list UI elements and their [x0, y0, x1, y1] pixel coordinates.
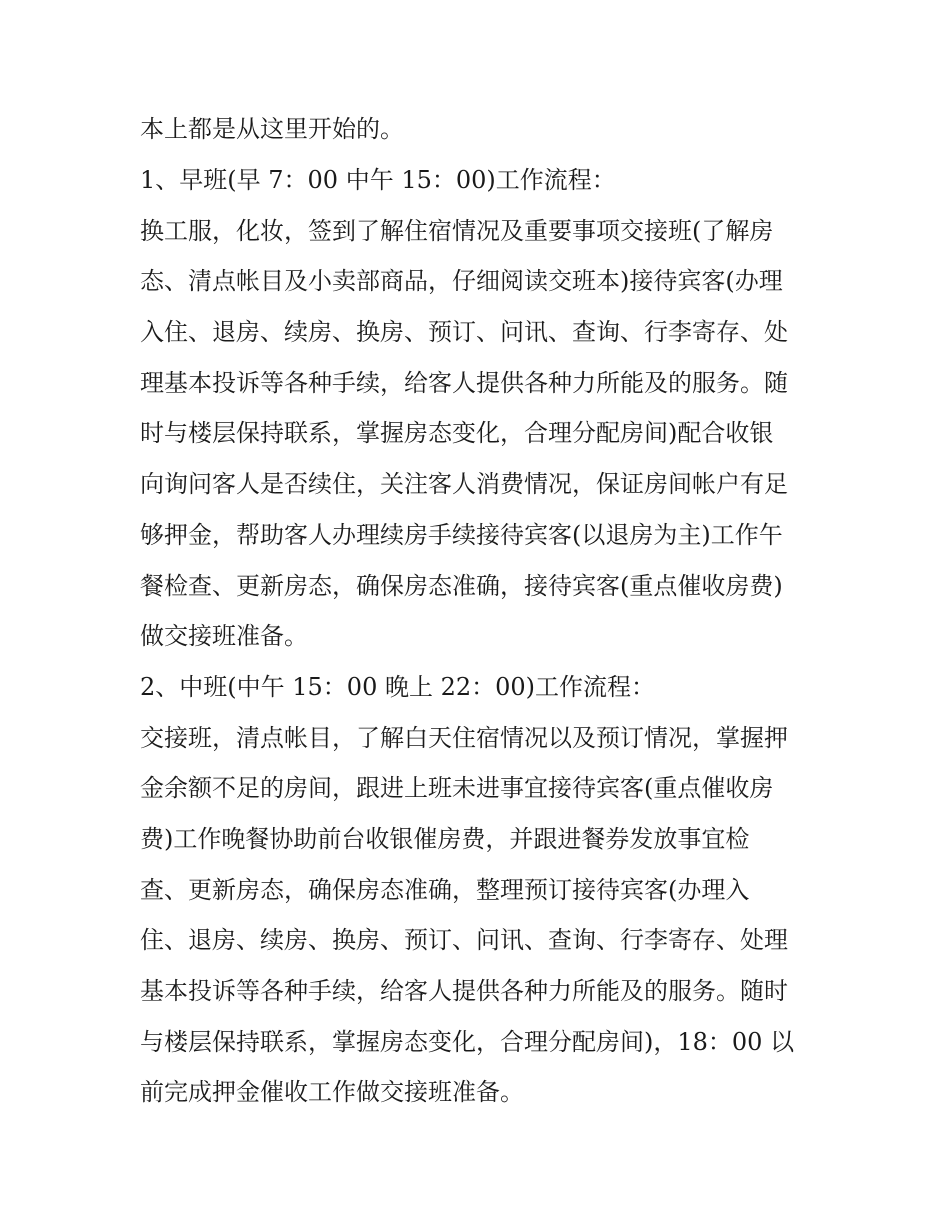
text-line: 费)工作晚餐协助前台收银催房费，并跟进餐券发放事宜检	[140, 825, 750, 853]
text-line: 向询问客人是否续住，关注客人消费情况，保证房间帐户有足	[140, 470, 788, 498]
text-line: 餐检查、更新房态，确保房态准确，接待宾客(重点催收房费)	[140, 572, 783, 600]
text-line: 换工服，化妆，签到了解住宿情况及重要事项交接班(了解房	[140, 217, 774, 245]
text-line: 时与楼层保持联系，掌握房态变化，合理分配房间)配合收银	[140, 419, 774, 447]
text-line: 理基本投诉等各种手续，给客人提供各种力所能及的服务。随	[140, 369, 788, 397]
text-line: 够押金，帮助客人办理续房手续接待宾客(以退房为主)工作午	[140, 521, 783, 549]
text-line: 交接班，清点帐目，了解白天住宿情况以及预订情况，掌握押	[140, 724, 788, 752]
text-line: 住、退房、续房、换房、预订、问讯、查询、行李寄存、处理	[140, 926, 788, 954]
text-line: 本上都是从这里开始的。	[140, 115, 404, 143]
text-line: 入住、退房、续房、换房、预订、问讯、查询、行李寄存、处	[140, 318, 788, 346]
text-line: 基本投诉等各种手续，给客人提供各种力所能及的服务。随时	[140, 977, 788, 1005]
text-line: 态、清点帐目及小卖部商品，仔细阅读交班本)接待宾客(办理	[140, 267, 783, 295]
section-heading-middle-shift: 2、中班(中午 15：00 晚上 22：00)工作流程：	[140, 673, 656, 701]
section-heading-morning-shift: 1、早班(早 7：00 中午 15：00)工作流程：	[140, 166, 616, 194]
text-line: 前完成押金催收工作做交接班准备。	[140, 1078, 524, 1106]
text-line: 金余额不足的房间，跟进上班未进事宜接待宾客(重点催收房	[140, 774, 774, 802]
text-line: 做交接班准备。	[140, 622, 308, 650]
text-line: 查、更新房态，确保房态准确，整理预订接待宾客(办理入	[140, 876, 750, 904]
text-line: 与楼层保持联系，掌握房态变化，合理分配房间)，18：00 以	[140, 1028, 795, 1056]
